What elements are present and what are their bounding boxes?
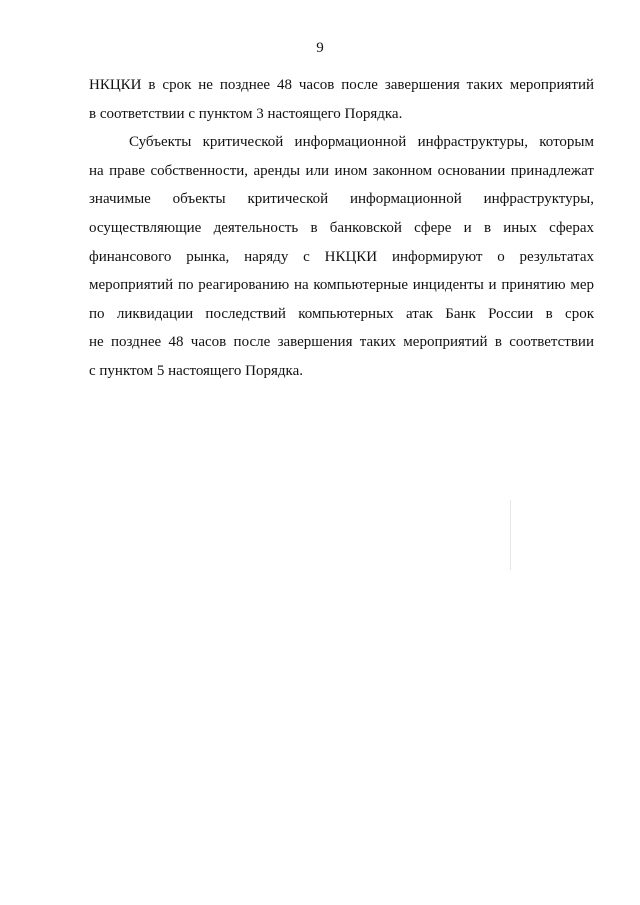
text-line: не позднее 48 часов после завершения таких мероприятий в соответствии [89,334,594,351]
text-line: НКЦКИ в срок не позднее 48 часов после завершения таких мероприятий [89,77,594,93]
text-line: с пунктом 5 настоящего Порядка. [89,362,303,379]
text-line: в соответствии с пунктом 3 настоящего Порядка. [89,105,403,122]
page-number: 9 [316,40,324,56]
paragraph-2 [89,128,594,385]
scan-artifact-line [510,500,511,570]
paragraph-1 [89,71,594,128]
text-line: финансового рынка, наряду с НКЦКИ информируют о результатах [89,248,594,265]
text-line: по ликвидации последствий компьютерных атак Банк России в срок [89,305,594,322]
text-line: мероприятий по реагированию на компьютерные инциденты и принятию мер [89,277,594,294]
document-body [89,71,594,386]
text-line: Субъекты критической информационной инфраструктуры, которым [129,134,594,151]
text-line: значимые объекты критической информационной инфраструктуры, [89,191,594,208]
text-line: осуществляющие деятельность в банковской сфере и в иных сферах [89,219,594,236]
text-line: на праве собственности, аренды или ином законном основании принадлежат [89,162,594,179]
